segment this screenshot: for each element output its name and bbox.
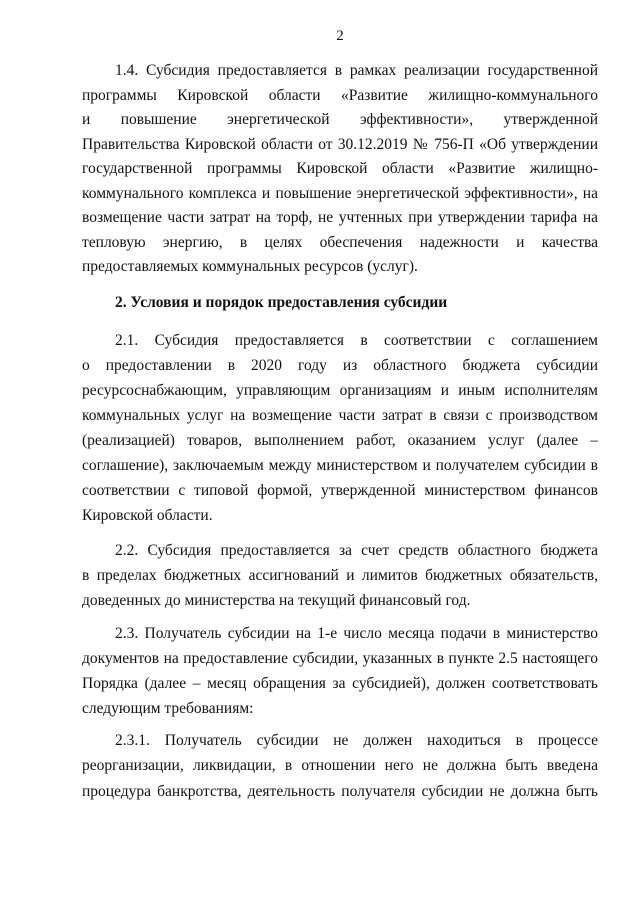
text-line: тепловую энергию, в целях обеспечения надежности и качества bbox=[82, 234, 598, 251]
text-line: 2.3. Получатель субсидии на 1-е число месяца подачи в министерство bbox=[115, 625, 598, 642]
text-line: коммунального комплекса и повышение энергетической эффективности», на bbox=[82, 185, 598, 202]
text-line: соглашение), заключаемым между министерством и получателем субсидии в bbox=[82, 457, 598, 474]
text-line: реорганизации, ликвидации, в отношении него не должна быть введена bbox=[82, 757, 598, 774]
text-line: 2.3.1. Получатель субсидии не должен находиться в процессе bbox=[115, 732, 598, 749]
text-line: государственной программы Кировской области «Развитие жилищно- bbox=[82, 160, 598, 177]
text-line: 1.4. Субсидия предоставляется в рамках реализации государственной bbox=[115, 62, 598, 79]
text-line: в пределах бюджетных ассигнований и лимитов бюджетных обязательств, bbox=[82, 567, 598, 584]
text-line: документов на предоставление субсидии, указанных в пункте 2.5 настоящего bbox=[82, 650, 598, 667]
text-line: коммунальных услуг на возмещение части затрат в связи с производством bbox=[82, 407, 598, 424]
text-line: Порядка (далее – месяц обращения за субсидией), должен соответствовать bbox=[82, 675, 598, 692]
text-line: 2.2. Субсидия предоставляется за счет средств областного бюджета bbox=[115, 542, 598, 559]
text-line: Кировской области. bbox=[82, 507, 213, 524]
text-line: предоставляемых коммунальных ресурсов (услуг). bbox=[82, 258, 418, 275]
text-line: программы Кировской области «Развитие жилищно-коммунального bbox=[82, 87, 598, 104]
text-line: соответствии с типовой формой, утвержденной министерством финансов bbox=[82, 482, 598, 499]
text-line: ресурсоснабжающим, управляющим организациям и иным исполнителям bbox=[82, 382, 598, 399]
text-line: доведенных до министерства на текущий финансовый год. bbox=[82, 592, 471, 609]
text-line: и повышение энергетической эффективности», утвержденной bbox=[82, 111, 598, 128]
section-heading: 2. Условия и порядок предоставления субсидии bbox=[115, 294, 448, 311]
text-line: Правительства Кировской области от 30.12.2019 № 756-П «Об утверждении bbox=[82, 136, 598, 153]
text-line: процедура банкротства, деятельность получателя субсидии не должна быть bbox=[82, 783, 598, 800]
text-line: (реализацией) товаров, выполнением работ, оказанием услуг (далее – bbox=[82, 432, 598, 449]
text-line: о предоставлении в 2020 году из областного бюджета субсидии bbox=[82, 357, 598, 374]
text-line: возмещение части затрат на торф, не учтенных при утверждении тарифа на bbox=[82, 209, 598, 226]
page-number: 2 bbox=[336, 28, 344, 44]
text-line: 2.1. Субсидия предоставляется в соответствии с соглашением bbox=[115, 332, 598, 349]
text-line: следующим требованиям: bbox=[82, 700, 254, 717]
